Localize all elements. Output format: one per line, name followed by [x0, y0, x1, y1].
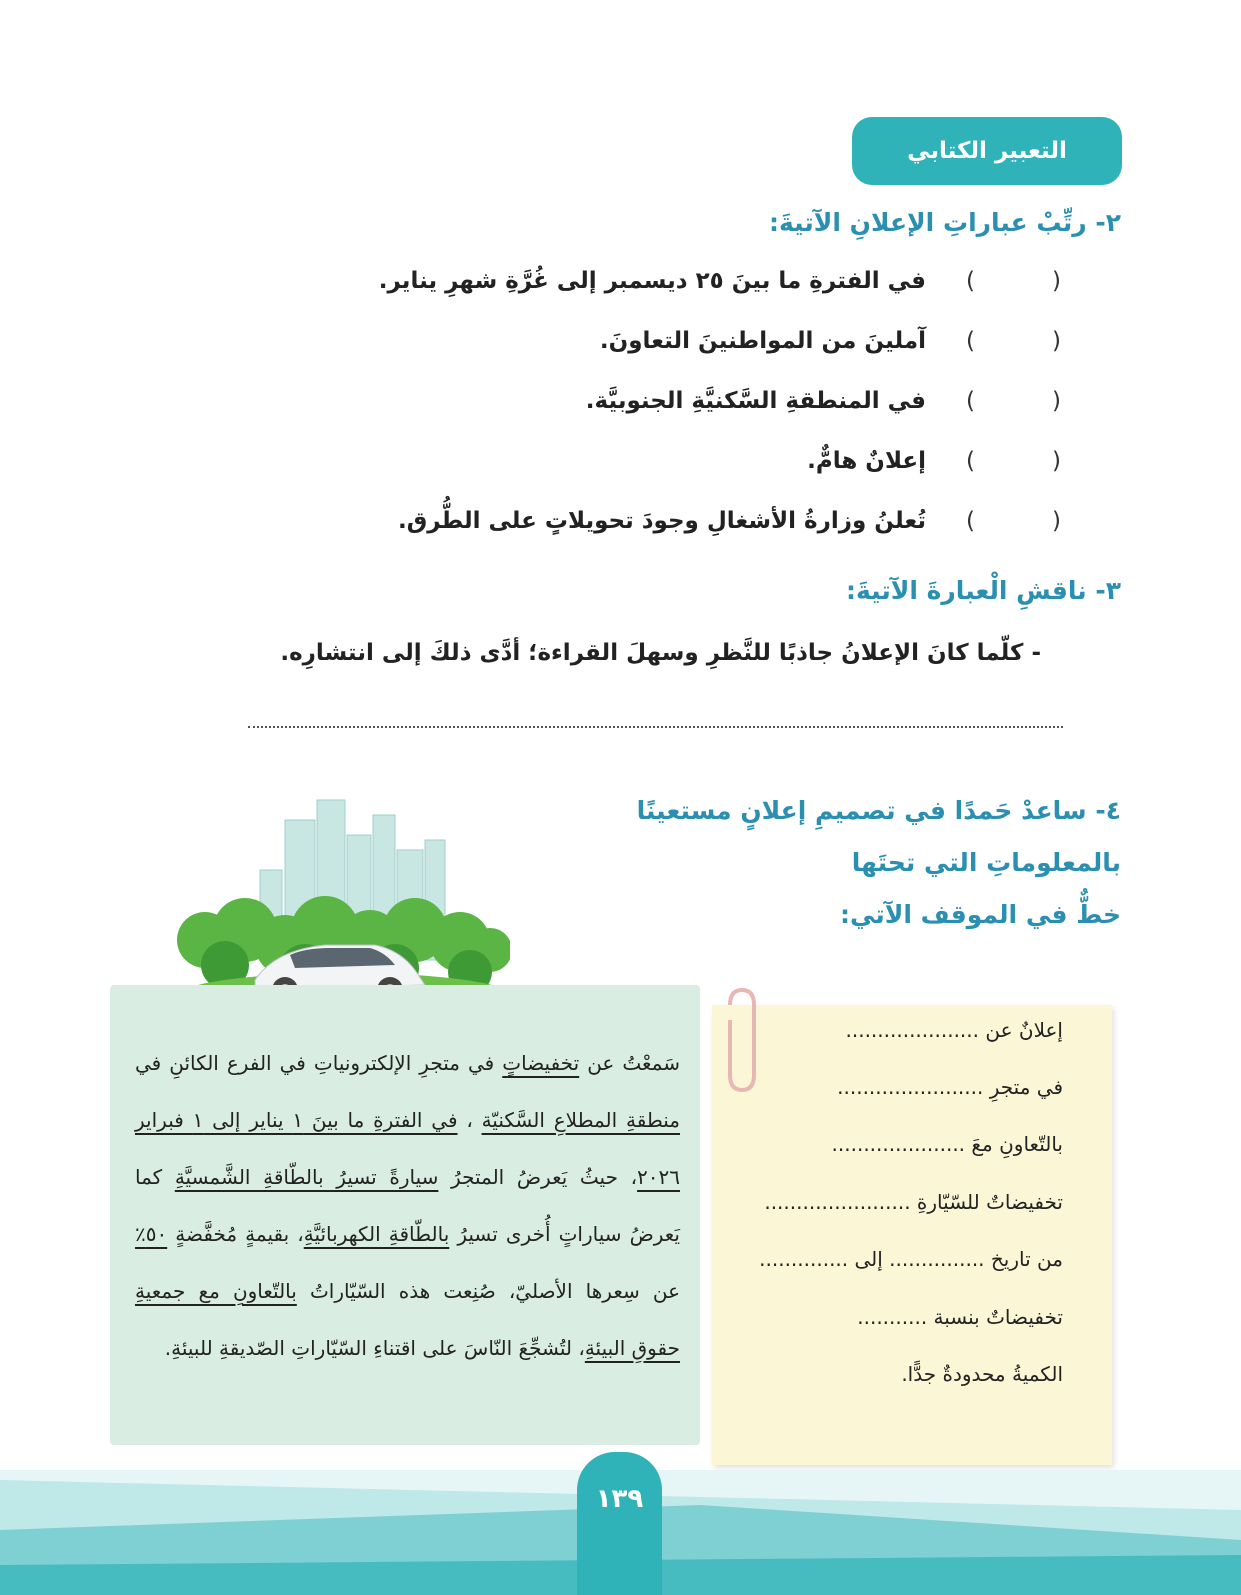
section-title-badge: [852, 117, 1122, 185]
paperclip-icon: [720, 985, 765, 1095]
underlined-info: تخفيضاتٍ: [502, 1051, 580, 1075]
note-line-6[interactable]: تخفيضاتٌ بنسبة ...........: [857, 1305, 1063, 1329]
q3-statement: - كلّما كانَ الإعلانُ جاذبًا للنَّظرِ وسهلَ القراءة؛ أدَّى ذلكَ إلى انتشارِه.: [280, 640, 1041, 666]
note-line-5[interactable]: من تاريخ ............... إلى ..............: [759, 1247, 1063, 1271]
order-item-text: في الفترةِ ما بينَ ٢٥ ديسمبر إلى غُرَّةِ شهرِ يناير.: [378, 268, 926, 294]
note-line-2[interactable]: في متجرِ .......................: [837, 1075, 1063, 1099]
order-item-text: تُعلنُ وزارةُ الأشغالِ وجودَ تحويلاتٍ على الطُّرق.: [397, 508, 926, 534]
order-item-5: [161, 498, 1061, 544]
ad-template-note: [712, 1005, 1112, 1465]
order-item-text: إعلانٌ هامٌّ.: [807, 448, 926, 474]
underlined-info: منطقةِ المطلاعِ السَّكنيّة: [481, 1108, 680, 1132]
order-item-text: في المنطقةِ السَّكنيَّةِ الجنوبيَّة.: [585, 388, 926, 414]
order-item-3: [161, 378, 1061, 424]
q2-title: ٢- رتِّبْ عباراتِ الإعلانِ الآتيةَ:: [769, 208, 1121, 237]
note-line-4[interactable]: تخفيضاتٌ للسّيّارةِ .......................: [764, 1190, 1063, 1214]
answer-dotted-line[interactable]: [248, 726, 1063, 728]
answer-blank[interactable]: ( ): [966, 448, 1061, 474]
page-number: ١٣٩: [595, 1484, 644, 1514]
answer-blank[interactable]: ( ): [966, 388, 1061, 414]
answer-blank[interactable]: ( ): [966, 268, 1061, 294]
q4-title-line1: ٤- ساعدْ حَمدًا في تصميمِ إعلانٍ مستعينًا بالمعلوماتِ التي تحتَها: [636, 796, 1121, 877]
order-item-text: آملينَ من المواطنينَ التعاونَ.: [599, 328, 926, 354]
note-line-3[interactable]: بالتّعاونِ معَ .....................: [831, 1132, 1063, 1156]
section-title: التعبير الكتابي: [907, 138, 1067, 164]
story-text: سَمعْتُ عن تخفيضاتٍ في متجرِ الإلكترونياتِ في الفرع الكائنِ في منطقةِ المطلاعِ السَّكنيّة ، في الفترةِ ما بينَ ١ يناير إلى ١ فبراير ٢٠٢٦، حيثُ يَعرضُ المتجرُ سيارةً تسيرُ بالطّاقةِ الشَّمسيَّةِ كما يَعرضُ سياراتٍ أُخرى تسيرُ بالطّاقةِ الكهربائيَّةِ، بقيمةٍ مُخفَّضةٍ ٥٠٪ عن سِعرها الأصليّ، صُنِعت هذه السّيّاراتُ بالتّعاونِ مع جمعيةِ حقوقِ البيئةِ، لتُشجِّعَ النّاسَ على اقتناءِ السّيّاراتِ الصّديقةِ للبيئةِ.: [135, 1051, 681, 1360]
q4-title: [521, 785, 1121, 941]
note-line-7: الكميةُ محدودةٌ جدًّا.: [901, 1362, 1063, 1386]
answer-blank[interactable]: ( ): [966, 328, 1061, 354]
note-line-1[interactable]: إعلانٌ عن .....................: [845, 1018, 1063, 1042]
underlined-info: في الفترةِ ما بينَ ١ يناير إلى ١ فبراير ٢٠٢٦: [135, 1108, 681, 1189]
underlined-info: بالتّعاونِ مع جمعيةِ حقوقِ البيئةِ: [135, 1279, 680, 1360]
answer-blank[interactable]: ( ): [966, 508, 1061, 534]
order-item-1: [161, 258, 1061, 304]
order-item-4: [161, 438, 1061, 484]
q4-title-line2: خطٌّ في الموقف الآتي:: [840, 900, 1121, 929]
q3-title: ٣- ناقشِ الْعبارةَ الآتيةَ:: [846, 576, 1121, 605]
underlined-info: سيارةً تسيرُ بالطّاقةِ الشَّمسيَّةِ: [174, 1165, 439, 1189]
page-number-tab: [577, 1452, 662, 1595]
underlined-info: ٥٠٪: [135, 1222, 168, 1246]
order-item-2: [161, 318, 1061, 364]
underlined-info: بالطّاقةِ الكهربائيَّةِ: [303, 1222, 450, 1246]
